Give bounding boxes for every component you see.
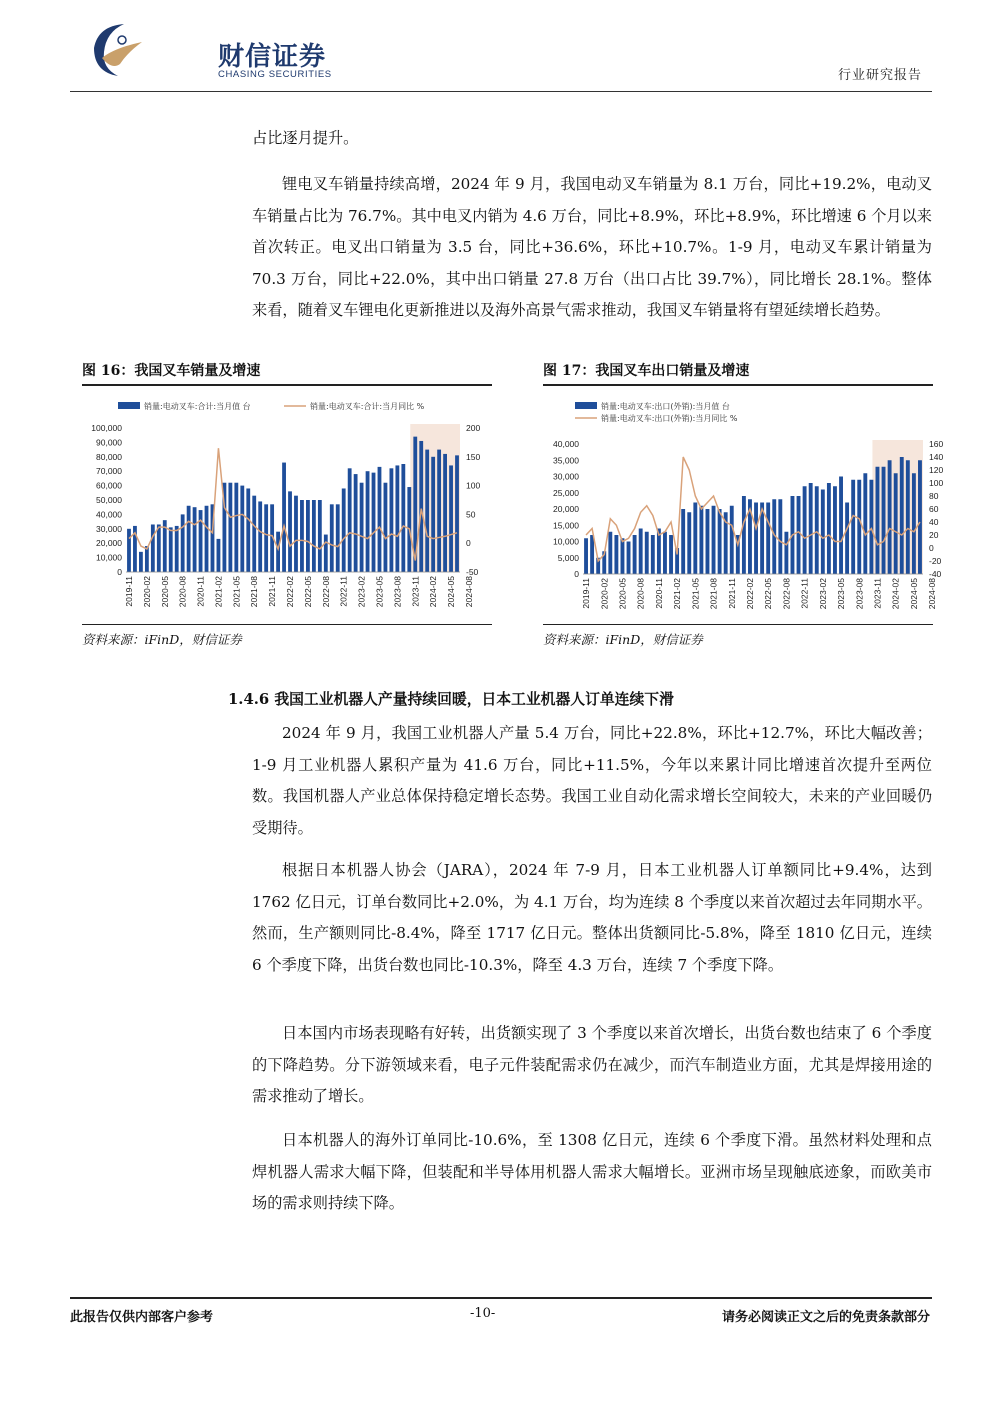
bar [863,473,867,574]
x-tick-label: 2022-11 [799,578,810,609]
bar [294,496,298,572]
bar [827,483,831,574]
y-left-tick-label: 60,000 [96,480,122,491]
y-left-tick-label: 80,000 [96,451,122,462]
x-tick-label: 2020-08 [635,578,646,610]
bar [252,496,256,572]
bar [821,490,825,575]
header-divider [70,91,932,92]
bar [234,483,238,572]
y-right-tick-label: 120 [929,465,944,475]
legend-bar-label: 销量:电动叉车:出口(外销):当月值 台 [601,402,730,411]
x-tick-label: 2023-08 [392,576,403,608]
figure-17-chart [543,392,944,622]
x-tick-label: 2022-08 [781,578,792,610]
y-left-tick-label: 10,000 [553,536,579,547]
bar [264,504,268,572]
figure-16-title: 图 16：我国叉车销量及增速 [82,363,261,379]
bar [342,488,346,572]
bar [590,535,594,574]
bar [876,467,880,574]
bar [639,529,643,575]
y-left-tick-label: 15,000 [553,520,579,531]
bar [288,491,292,572]
bar [869,480,873,574]
bar [766,503,770,575]
x-tick-label: 2021-08 [708,578,719,610]
bar [778,499,782,574]
figure-17-top-rule [543,384,933,386]
figure-17-title: 图 17：我国叉车出口销量及增速 [543,363,750,379]
x-tick-label: 2019-11 [123,576,134,607]
x-tick-label: 2024-02 [890,578,901,610]
x-tick-label: 2019-11 [581,578,592,609]
x-tick-label: 2022-02 [744,578,755,610]
bar [330,504,334,572]
bar [815,486,819,574]
bar [187,506,191,572]
bar [169,527,173,572]
page-header [70,14,932,94]
bar [390,468,394,572]
bar [193,507,197,572]
bar [443,454,447,572]
legend-bar-swatch [118,402,140,409]
y-right-tick-label: 20 [929,530,939,540]
bar [378,467,382,572]
y-right-tick-label: -40 [929,569,942,579]
x-tick-label: 2022-05 [302,576,313,608]
bar [608,532,612,574]
bar [175,526,179,572]
bar [419,441,423,572]
bar [366,471,370,572]
bar [851,480,855,574]
bar [354,474,358,572]
footer-divider [70,1297,932,1299]
forklift-export-chart [543,392,944,622]
bar [395,465,399,572]
y-left-tick-label: 5,000 [557,552,579,563]
x-tick-label: 2024-05 [908,578,919,610]
y-left-tick-label: 30,000 [96,523,122,534]
bar [718,509,722,574]
x-tick-label: 2020-05 [617,578,628,610]
bar [614,535,618,574]
bar [145,546,149,572]
bar [839,477,843,575]
forklift-sales-chart [82,392,492,622]
bar [151,524,155,572]
x-tick-label: 2021-05 [231,576,242,608]
bar [437,450,441,572]
x-tick-label: 2023-02 [356,576,367,608]
bar [687,512,691,574]
bar [894,473,898,574]
legend-line-label: 销量:电动叉车:合计:当月同比 % [310,402,425,411]
y-left-tick-label: 0 [574,569,579,579]
bar [699,506,703,574]
bar [139,552,143,572]
bar [372,473,376,572]
bar [384,483,388,572]
x-tick-label: 2020-02 [141,576,152,608]
bar [918,460,922,574]
brand-logo-icon [84,18,148,82]
y-right-tick-label: 0 [929,543,934,553]
bar [401,464,405,572]
bar [663,532,667,574]
bar [730,506,734,574]
bar [312,500,316,572]
bar [455,455,459,572]
body-paragraph: 根据日本机器人协会（JARA），2024 年 7-9 月，日本工业机器人订单额同比+9.4%，达到 1762 亿日元，订单台数同比+2.0%，为 4.1 万台，均为连续 8 个季度以来首次超过去年同期水平。然而，生产额则同比-8.4%，降至 1717 亿日元。整体出货额同比-5.8%，降至 1810 亿日元，连续 6 个季度下降，出货台数也同比-10.3%，降至 4.3 万台，连续 7 个季度下降。 [252,861,932,974]
bar [621,538,625,574]
body-paragraph: 日本机器人的海外订单同比-10.6%，至 1308 亿日元，连续 6 个季度下滑。虽然材料处理和点焊机器人需求大幅下降，但装配和半导体用机器人需求大幅增长。亚洲市场呈现触底迹象，而欧美市场的需求则持续下降。 [252,1131,932,1212]
bar [809,483,813,574]
bar [348,468,352,572]
x-tick-label: 2021-05 [690,578,701,610]
x-tick-label: 2022-02 [285,576,296,608]
body-paragraph: 占比逐月提升。 [252,129,359,147]
bar [633,535,637,574]
bar [833,486,837,574]
y-left-tick-label: 10,000 [96,552,122,563]
bar [240,486,244,572]
bar [157,524,161,572]
bar [651,535,655,574]
y-right-tick-label: 80 [929,491,939,501]
bar [712,506,716,574]
bar [742,496,746,574]
x-tick-label: 2024-02 [428,576,439,608]
x-tick-label: 2023-02 [817,578,828,610]
legend-line-label: 销量:电动叉车:出口(外销):当月同比 % [601,414,738,423]
y-right-tick-label: 40 [929,517,939,527]
bar [246,488,250,572]
x-tick-label: 2023-05 [836,578,847,610]
y-left-tick-label: 20,000 [96,538,122,549]
bar [127,529,131,572]
y-right-tick-label: 50 [466,509,476,520]
bar [318,500,322,572]
y-left-tick-label: 40,000 [553,439,579,449]
y-right-tick-label: 160 [929,439,944,449]
bar [360,483,364,572]
x-tick-label: 2023-11 [410,576,421,607]
y-left-tick-label: 25,000 [553,487,579,498]
y-left-tick-label: 50,000 [96,495,122,505]
x-tick-label: 2021-08 [249,576,260,608]
bar [857,480,861,574]
figure-16-source: 资料来源：iFinD，财信证券 [82,632,242,647]
y-left-tick-label: 20,000 [553,504,579,514]
y-right-tick-label: 60 [929,504,939,514]
bar [882,467,886,574]
bar [784,532,788,574]
bar [845,503,849,575]
figure-16-chart [82,392,492,622]
bar [900,457,904,574]
bar [258,501,262,572]
bar [205,506,209,572]
x-tick-label: 2022-05 [763,578,774,610]
bar [425,450,429,572]
brand-name-en: CHASING SECURITIES [218,69,332,80]
bar [276,532,280,572]
legend-bar-label: 销量:电动叉车:合计:当月值 台 [144,402,251,411]
legend-bar-swatch [575,402,597,409]
y-left-tick-label: 90,000 [96,437,122,448]
bar [706,509,710,574]
bar [681,509,685,574]
y-right-tick-label: 150 [466,451,481,462]
x-tick-label: 2021-02 [672,578,683,610]
bar [669,535,673,574]
x-tick-label: 2023-11 [872,578,883,609]
bar [336,504,340,572]
y-left-tick-label: 30,000 [553,471,579,482]
doc-type-label: 行业研究报告 [837,68,922,83]
body-paragraph: 日本国内市场表现略有好转，出货额实现了 3 个季度以来首次增长，出货台数也结束了 6 个季度的下降趋势。分下游领域来看，电子元件装配需求仍在减少，而汽车制造业方面，尤其是焊接用途的需求推动了增长。 [252,1024,932,1105]
bar [431,457,435,572]
y-right-tick-label: 100 [929,478,944,488]
bar [803,486,807,574]
footer-notice: 请务必阅读正文之后的免责条款部分 [721,1310,930,1325]
page-number: -10- [470,1306,496,1321]
body-paragraph: 锂电叉车销量持续高增，2024 年 9 月，我国电动叉车销量为 8.1 万台，同比+19.2%，电动叉车销量占比为 76.7%。其中电叉内销为 4.6 万台，同比+8.9%，环比+8.9%，环比增速 6 个月以来首次转正。电叉出口销量为 3.5 台，同比+36.6%，环比+10.7%。1-9 月，电动叉车累计销量为 70.3 万台，同比+22.0%，其中出口销量 27.8 万台（出口占比 39.7%），同比增长 28.1%。整体来看，随着叉车锂电化更新推进以及海外高景气需求推动，我国叉车销量将有望延续增长趋势。 [252,175,932,319]
y-left-tick-label: 40,000 [96,509,122,520]
x-tick-label: 2023-05 [374,576,385,608]
bar [282,463,286,572]
bar [181,514,185,572]
bar [912,473,916,574]
bar [627,542,631,575]
bar [693,503,697,575]
bar [300,500,304,572]
x-tick-label: 2021-02 [213,576,224,608]
y-right-tick-label: -20 [929,556,942,566]
x-tick-label: 2022-11 [338,576,349,607]
y-right-tick-label: -50 [466,567,479,577]
y-left-tick-label: 0 [117,567,122,577]
bar [584,538,588,574]
y-right-tick-label: 100 [466,480,481,491]
section-heading: 1.4.6 我国工业机器人产量持续回暖，日本工业机器人订单连续下滑 [228,691,674,708]
x-tick-label: 2020-02 [599,578,610,610]
x-tick-label: 2022-08 [320,576,331,608]
x-tick-label: 2020-11 [195,576,206,607]
bar [645,532,649,574]
body-paragraph: 2024 年 9 月，我国工业机器人产量 5.4 万台，同比+22.8%，环比+12.7%，环比大幅改善；1-9 月工业机器人累积产量为 41.6 万台，同比+11.5%，今年以来累计同比增速首次提升至两位数。我国机器人产业总体保持稳定增长态势。我国工业自动化需求增长空间较大，未来的产业回暖仍受期待。 [252,724,932,837]
y-left-tick-label: 35,000 [553,455,579,466]
figure-16-top-rule [82,384,492,386]
footer-disclaimer: 此报告仅供内部客户参考 [70,1310,214,1325]
bar [449,465,453,572]
x-tick-label: 2021-11 [267,576,278,607]
x-tick-label: 2020-05 [159,576,170,608]
y-left-tick-label: 100,000 [91,423,122,433]
bar [306,500,310,572]
figure-16-bottom-rule [82,624,492,625]
x-tick-label: 2020-08 [177,576,188,608]
bar [228,483,232,572]
x-tick-label: 2020-11 [653,578,664,609]
figure-17-source: 资料来源：iFinD，财信证券 [543,632,703,647]
bar [906,460,910,574]
x-tick-label: 2024-08 [463,576,474,608]
bar [888,460,892,574]
bar [324,535,328,572]
bar [217,539,221,572]
y-left-tick-label: 70,000 [96,466,122,477]
x-tick-label: 2024-08 [927,578,938,610]
bar [797,496,801,574]
x-tick-label: 2021-11 [726,578,737,609]
y-right-tick-label: 200 [466,423,481,433]
x-tick-label: 2023-08 [854,578,865,610]
y-right-tick-label: 0 [466,538,471,549]
bar [754,503,758,575]
x-tick-label: 2024-05 [446,576,457,608]
y-right-tick-label: 140 [929,452,944,462]
figure-17-bottom-rule [543,624,933,625]
brand-name-cn: 财信证券 [218,42,327,72]
